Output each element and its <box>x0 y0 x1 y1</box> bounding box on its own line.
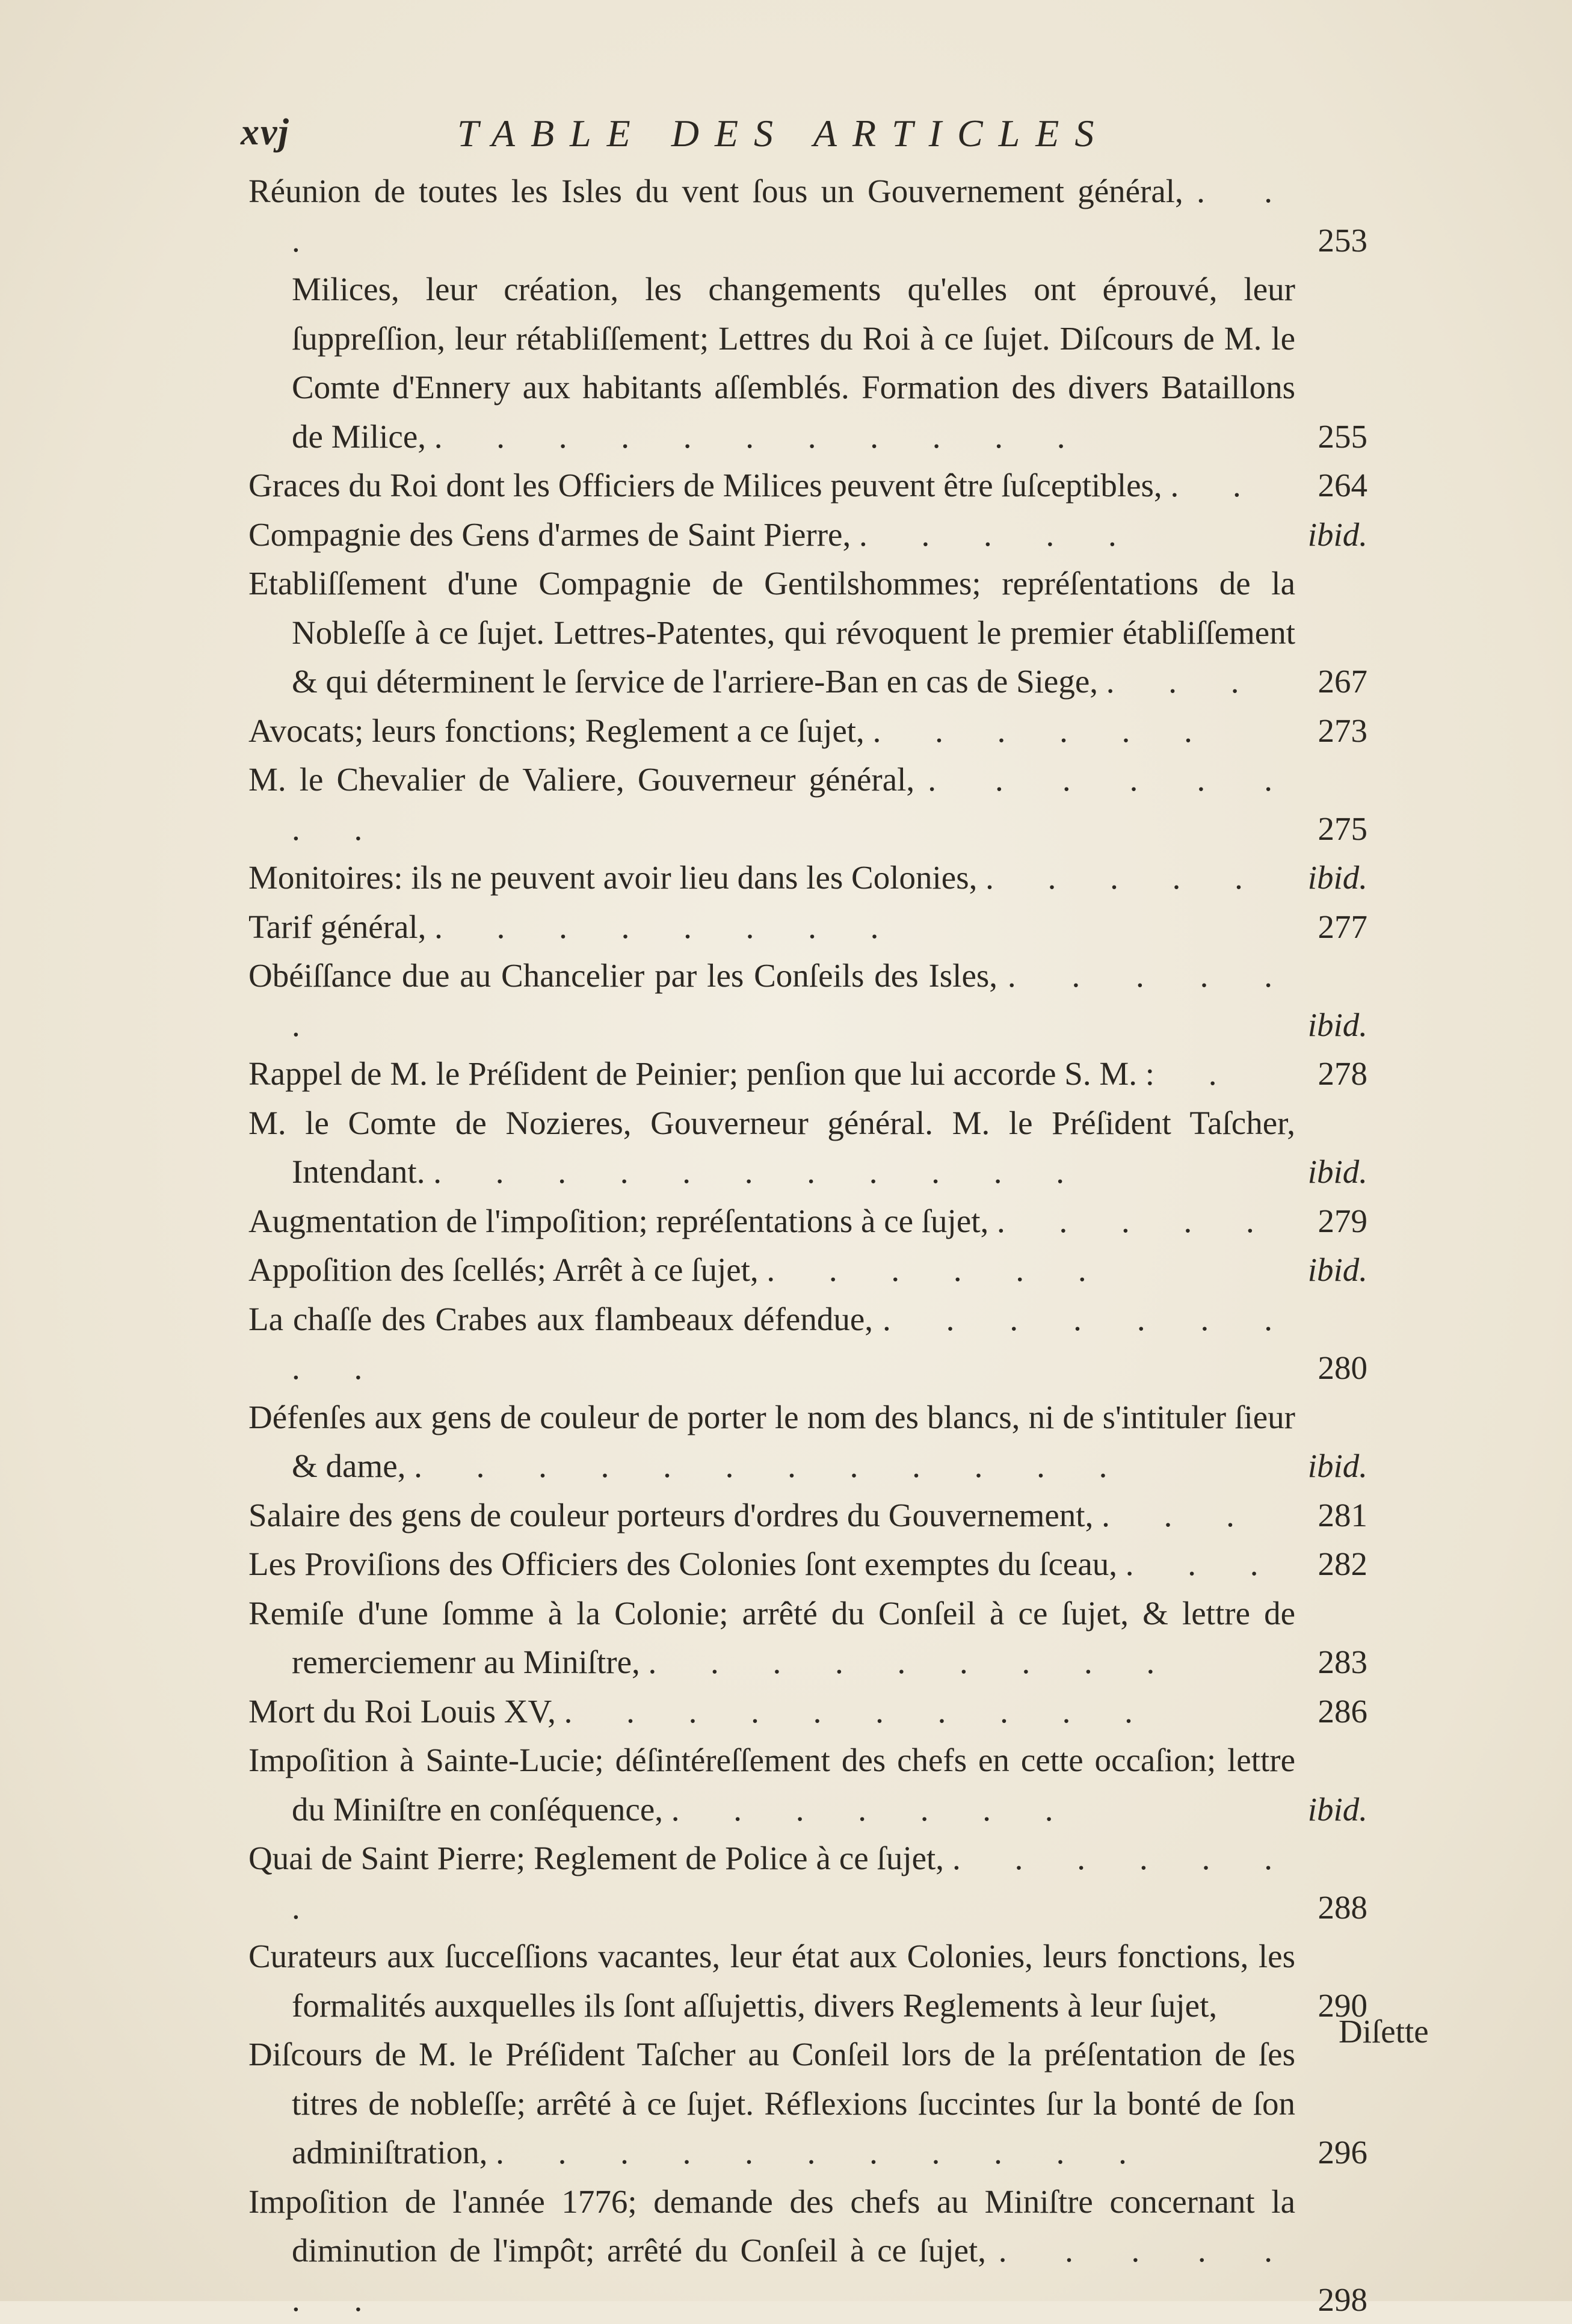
toc-entry <box>248 1736 1379 1834</box>
page-header <box>241 111 1275 165</box>
table-of-contents <box>0 167 1572 2324</box>
dot-leader: . . . . . . <box>873 712 1215 749</box>
dot-leader: . . . . . . . . . . . . <box>414 1447 1130 1484</box>
toc-entry <box>248 706 1379 756</box>
toc-page-number: 275 <box>1289 804 1367 854</box>
dot-leader: . . . . . . . . . <box>649 1644 1178 1680</box>
toc-entry <box>248 1540 1379 1589</box>
toc-page-number: 279 <box>1289 1197 1367 1246</box>
toc-entry <box>248 1245 1379 1295</box>
toc-page-number: ibid. <box>1289 1441 1367 1491</box>
toc-page-number: ibid. <box>1289 510 1367 559</box>
toc-entry-text: Obéiſſance due au Chancelier par les Conſeils des Isles, . . . . . . <box>248 951 1379 1049</box>
toc-entry <box>248 1834 1379 1932</box>
toc-entry <box>248 265 1379 461</box>
dot-leader: . . . . . . . . . . <box>564 1693 1156 1730</box>
toc-page-number: 286 <box>1289 1687 1367 1736</box>
toc-page-number: 298 <box>1289 2275 1367 2324</box>
toc-entry-text: Avocats; leurs fonctions; Reglement a ce ſujet, . . . . . . <box>248 706 1379 756</box>
dot-leader: . . . . . . <box>292 957 1295 1043</box>
toc-entry <box>248 2177 1379 2324</box>
dot-leader: . . . . . . . <box>292 1840 1295 1926</box>
dot-leader: . . . . . . . . <box>434 908 901 945</box>
toc-entry-text: Graces du Roi dont les Officiers de Milices peuvent être ſuſceptibles, . . <box>248 461 1379 510</box>
toc-page-number: 280 <box>1289 1343 1367 1393</box>
dot-leader: : . <box>1145 1055 1240 1092</box>
dot-leader: . . . . . <box>985 859 1266 896</box>
toc-entry-text: Etabliſſement d'une Compagnie de Gentilshommes; repréſentations de la Nobleſſe à ce ſujet. Lettres-Patentes, qui révoquent le premier établiſſement & qui déterminent le ſervice de l'arriere-Ban en cas de Siege, . . . <box>248 559 1379 706</box>
toc-page-number: 296 <box>1289 2128 1367 2177</box>
toc-entry <box>248 755 1379 853</box>
toc-entry-text: Curateurs aux ſucceſſions vacantes, leur état aux Colonies, leurs fonctions, les formalités auxquelles ils ſont aſſujettis, divers Reglements à leur ſujet, <box>248 1932 1379 2030</box>
toc-page-number: 253 <box>1289 216 1367 265</box>
toc-entry-text: Tarif général, . . . . . . . . <box>248 902 1379 952</box>
toc-entry-text: Impoſition à Sainte-Lucie; déſintéreſſement des chefs en cette occaſion; lettre du Miniſtre en conſéquence, . . . . . . . <box>248 1736 1379 1834</box>
toc-entry-text: Salaire des gens de couleur porteurs d'ordres du Gouvernement, . . . <box>248 1491 1379 1540</box>
toc-entry-text: Monitoires: ils ne peuvent avoir lieu dans les Colonies, . . . . . <box>248 853 1379 902</box>
toc-entry-text: Appoſition des ſcellés; Arrêt à ce ſujet, . . . . . . <box>248 1245 1379 1295</box>
toc-entry <box>248 951 1379 1049</box>
toc-page-number: ibid. <box>1289 1147 1367 1197</box>
toc-page-number: 282 <box>1289 1540 1367 1589</box>
toc-entry-text: Milices, leur création, les changements qu'elles ont éprouvé, leur ſuppreſſion, leur rétabliſſement; Lettres du Roi à ce ſujet. Diſcours de M. le Comte d'Ennery aux habitants aſſemblés. Formation des divers Bataillons de Milice, . . . . . . . . . . . <box>248 265 1379 461</box>
page-number: xvj <box>241 111 290 154</box>
toc-entry-text: Défenſes aux gens de couleur de porter le nom des blancs, ni de s'intituler ſieur & dame, . . . . . . . . . . . . <box>248 1393 1379 1491</box>
dot-leader: . . . <box>1102 1497 1257 1533</box>
toc-entry <box>248 1197 1379 1246</box>
toc-page-number: 288 <box>1289 1883 1367 1932</box>
catchword: Diſette <box>1339 2012 1429 2050</box>
dot-leader: . . . . . <box>859 516 1139 553</box>
toc-page-number: 267 <box>1289 657 1367 706</box>
dot-leader: . . . <box>1106 663 1262 700</box>
toc-entry-text: Impoſition de l'année 1776; demande des chefs au Miniſtre concernant la diminution de l'impôt; arrêté du Conſeil à ce ſujet, . . . . . . . <box>248 2177 1379 2324</box>
dot-leader: . . . . . . . <box>671 1791 1076 1828</box>
toc-entry <box>248 167 1379 265</box>
dot-leader: . . . . . . . . . . . <box>434 418 1088 455</box>
toc-entry-text: Quai de Saint Pierre; Reglement de Police à ce ſujet, . . . . . . . <box>248 1834 1379 1932</box>
dot-leader: . . . <box>1126 1546 1281 1582</box>
toc-entry-text: Réunion de toutes les Isles du vent ſous un Gouvernement général, . . . <box>248 167 1379 265</box>
toc-entry-text: M. le Chevalier de Valiere, Gouverneur général, . . . . . . . . <box>248 755 1379 853</box>
toc-entry-text: M. le Comte de Nozieres, Gouverneur général. M. le Préſident Taſcher, Intendant. . . . . . . . . . . . <box>248 1099 1379 1197</box>
dot-leader: . . <box>1170 467 1263 504</box>
toc-page-number: 290 <box>1289 1981 1367 2030</box>
dot-leader: . . . . . <box>997 1203 1277 1239</box>
toc-entry <box>248 1687 1379 1736</box>
toc-page-number: 264 <box>1289 461 1367 510</box>
toc-entry <box>248 853 1379 902</box>
toc-page-number: 281 <box>1289 1491 1367 1540</box>
toc-entry-text: Rappel de M. le Préſident de Peinier; penſion que lui accorde S. M. : . <box>248 1049 1379 1099</box>
toc-entry-text: Mort du Roi Louis XV, . . . . . . . . . . <box>248 1687 1379 1736</box>
dot-leader: . . . . . . . . . . . <box>433 1153 1087 1190</box>
toc-page-number: 255 <box>1289 412 1367 461</box>
toc-entry <box>248 559 1379 706</box>
toc-entry-text: Les Proviſions des Officiers des Colonies ſont exemptes du ſceau, . . . <box>248 1540 1379 1589</box>
dot-leader: . . . . . . . . <box>292 761 1295 847</box>
toc-page-number: ibid. <box>1289 853 1367 902</box>
dot-leader: . . . . . . . . . <box>292 1301 1295 1387</box>
running-title: TABLE DES ARTICLES <box>457 111 1109 156</box>
toc-entry-text: Augmentation de l'impoſition; repréſentations à ce ſujet, . . . . . <box>248 1197 1379 1246</box>
toc-entry <box>248 1295 1379 1393</box>
toc-page-number: 273 <box>1289 706 1367 756</box>
toc-page-number: ibid. <box>1289 1245 1367 1295</box>
toc-entry <box>248 510 1379 559</box>
toc-entry <box>248 1589 1379 1687</box>
toc-page-number: 277 <box>1289 902 1367 952</box>
dot-leader: . . . . . . <box>766 1251 1109 1288</box>
toc-page-number: 278 <box>1289 1049 1367 1099</box>
dot-leader: . . . <box>292 173 1295 259</box>
toc-entry-text: Compagnie des Gens d'armes de Saint Pierre, . . . . . <box>248 510 1379 559</box>
dot-leader: . . . . . . . . . . . <box>496 2134 1150 2171</box>
toc-entry-text: La chaſſe des Crabes aux flambeaux défendue, . . . . . . . . . <box>248 1295 1379 1393</box>
toc-entry <box>248 1049 1379 1099</box>
toc-entry <box>248 461 1379 510</box>
toc-entry <box>248 902 1379 952</box>
toc-entry <box>248 2030 1379 2177</box>
toc-entry <box>248 1393 1379 1491</box>
toc-entry-text: Diſcours de M. le Préſident Taſcher au Conſeil lors de la préſentation de ſes titres de nobleſſe; arrêté à ce ſujet. Réflexions ſuccintes ſur la bonté de ſon adminiſtration, . . . . . . . . . . . <box>248 2030 1379 2177</box>
toc-entry-text: Remiſe d'une ſomme à la Colonie; arrêté du Conſeil à ce ſujet, & lettre de remerciemenr au Miniſtre, . . . . . . . . . <box>248 1589 1379 1687</box>
toc-page-number: 283 <box>1289 1638 1367 1687</box>
toc-entry <box>248 1932 1379 2030</box>
dot-leader: . . . . . . . <box>292 2232 1295 2318</box>
toc-entry <box>248 1099 1379 1197</box>
toc-entry <box>248 1491 1379 1540</box>
toc-page-number: ibid. <box>1289 1785 1367 1834</box>
toc-page-number: ibid. <box>1289 1000 1367 1050</box>
